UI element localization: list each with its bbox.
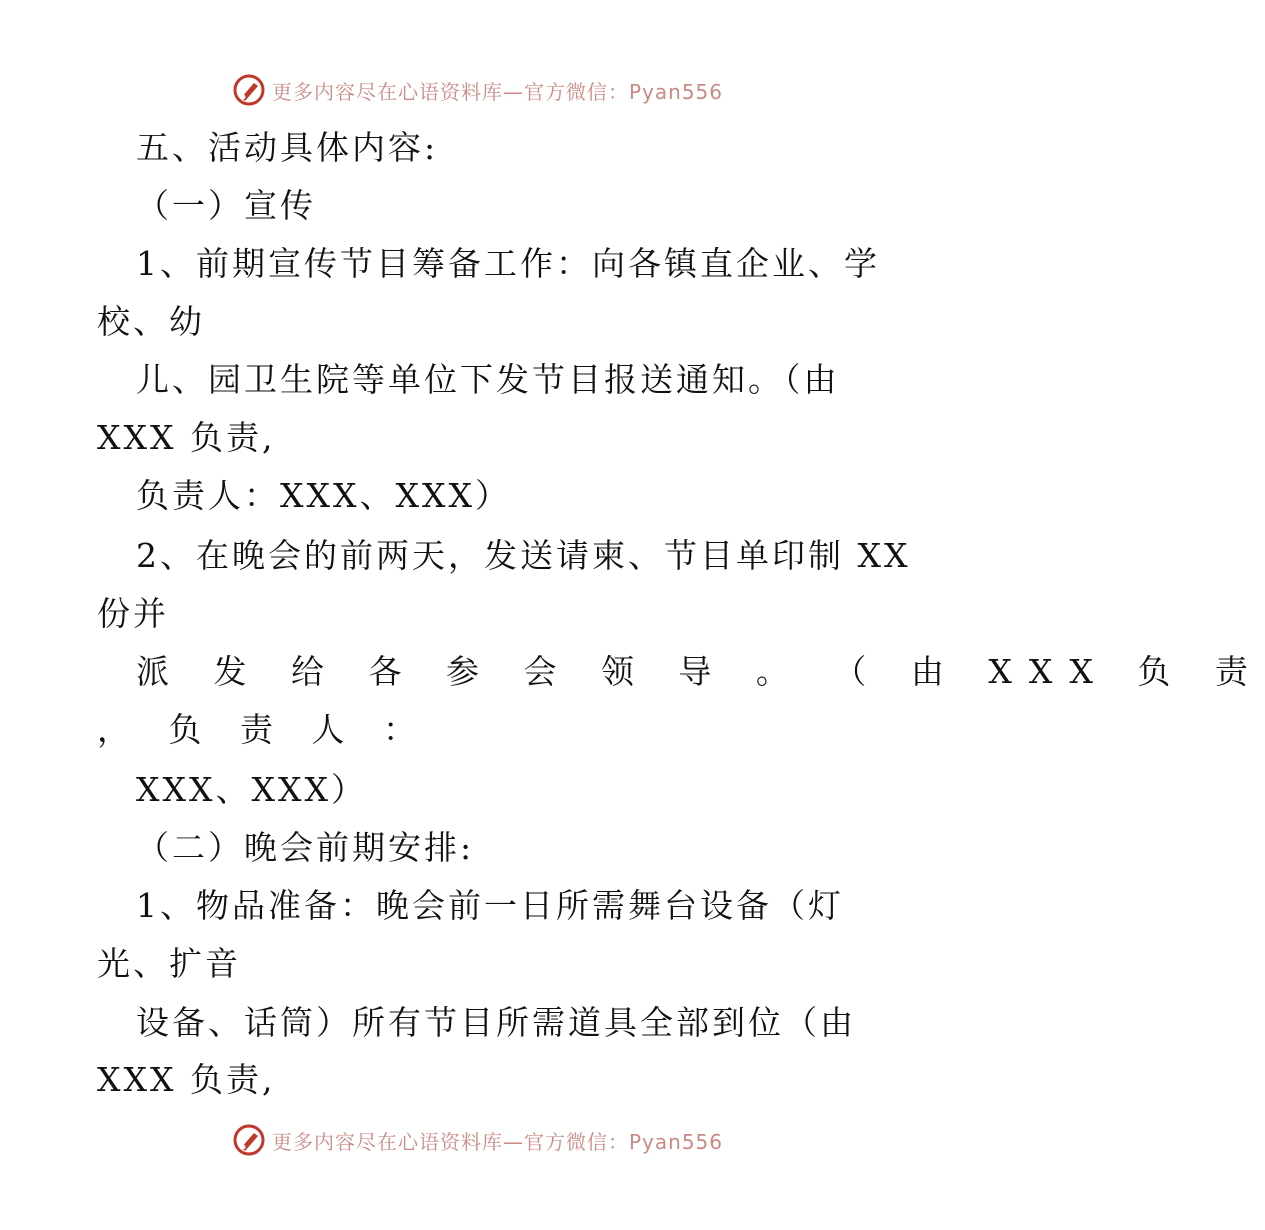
text-line: 儿、园卫生院等单位下发节目报送通知。（由 [136,360,840,399]
text-line: 设备、话筒）所有节目所需道具全部到位（由 [136,1003,856,1042]
text-line: 份并 [97,594,169,633]
text-line: XXX 负责, [97,1060,276,1099]
text-line: 1、物品准备：晚会前一日所需舞台设备（灯 [136,886,844,925]
text-line: 派 发 给 各 参 会 领 导 。 （ 由 XXX 负 责 [136,652,1265,691]
text-line: 2、在晚会的前两天，发送请柬、节目单印制 XX [136,536,911,575]
circle-pen-logo-icon [232,73,266,107]
text-line: XXX、XXX） [136,770,367,809]
text-line: 1、前期宣传节目筹备工作：向各镇直企业、学 [136,244,880,283]
watermark-text: 更多内容尽在心语资料库—官方微信：Pyan556 [272,1129,724,1154]
text-line: XXX 负责, [97,418,276,457]
text-line: 负责人：XXX、XXX） [136,476,511,515]
header-watermark [232,72,723,108]
watermark-text: 更多内容尽在心语资料库—官方微信：Pyan556 [272,79,724,104]
subsection-heading: （二）晚会前期安排: [136,828,475,867]
text-line: 光、扩音 [97,944,241,983]
text-line: ， 负 责 人 ： [97,710,430,749]
subsection-heading: （一）宣传 [136,186,316,225]
section-heading: 五、活动具体内容: [136,128,439,167]
footer-watermark [232,1122,723,1158]
text-line: 校、幼 [97,302,205,341]
circle-pen-logo-icon [232,1123,266,1157]
